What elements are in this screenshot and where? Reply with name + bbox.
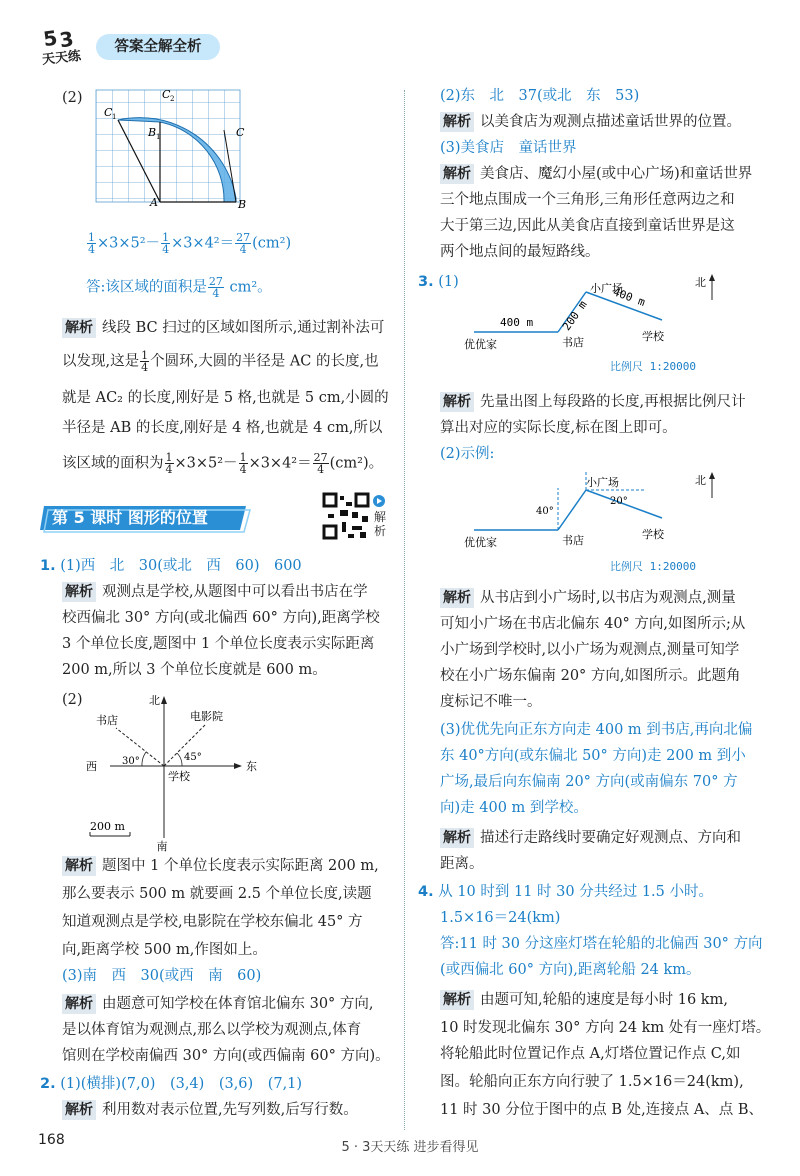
explanation-line: 解析 线段 BC 扫过的区域如图所示,通过割补法可 [62,318,384,338]
grid-figure-annulus [96,86,256,211]
compass-diagram [82,692,257,853]
explanation-line: 知道观测点是学校,电影院在学校东偏北 45° 方 [62,914,363,930]
label-school: 学校 [642,330,664,343]
scale-label: 比例尺 1:20000 [610,560,696,573]
answer-line: 1.5×16＝24(km) [440,910,561,926]
qr-code-icon[interactable] [322,492,370,540]
explanation-line: 解析 利用数对表示位置,先写列数,后写行数。 [62,1100,358,1120]
label-south: 南 [156,840,168,853]
logo-icon [40,22,96,66]
explanation-line: 解析 由题可知,轮船的速度是每小时 16 km, [440,990,728,1010]
label-C1: C [104,106,113,119]
answer-line: (2)东 北 37(或北 东 53) [440,88,640,104]
explanation-line: 解析 描述行走路线时要确定好观测点、方向和 [440,828,741,848]
label-home: 优优家 [464,536,497,549]
question-4: 4. 从 10 时到 11 时 30 分共经过 1.5 小时。 [418,884,714,900]
answer-line: (或西偏北 60° 方向),距离轮船 24 km。 [440,962,701,978]
page-number: 168 [38,1132,65,1148]
label-C2: C [162,88,171,101]
scale-label: 200 m [90,820,125,833]
explanation-line: 3 个单位长度,题图中 1 个单位长度表示实际距离 [62,636,375,652]
explanation-line: 两个地点间的最短路线。 [440,244,600,260]
scale-label: 比例尺 1:20000 [610,360,696,373]
header-title: 答案全解全析 [96,34,220,60]
svg-text:5: 5 [41,25,59,52]
question-3: 3. (1) [418,274,459,290]
explanation-line: 小广场到学校时,以小广场为观测点,测量可知学 [440,642,740,658]
answer-line: (3)南 西 30(或西 南 60) [62,968,262,984]
explanation-line: 就是 AC₂ 的长度,刚好是 5 格,也就是 5 cm,小圆的 [62,390,389,406]
explanation-line: 是以体育馆为观测点,那么以学校为观测点,体育 [62,1022,362,1038]
answer-line: 东 40°方向(或东偏北 50° 方向)走 200 m 到小 [440,748,746,764]
label-angle-40: 40° [536,506,554,517]
explanation-line: 该区域的面积为 $\frac{1}{4}$ ×3×5²－ $\frac{1}{4}$ ×3×4²＝ $\frac{27}{4}$ (cm²)。 [62,451,384,476]
label-school: 学校 [642,528,664,541]
play-icon [372,494,386,508]
explanation-line: 可知小广场在书店北偏东 40° 方向,如图所示;从 [440,616,746,632]
distance-3: 400 m [611,285,647,309]
route-map-1 [450,270,750,380]
label-school: 学校 [168,770,190,783]
explanation-line: 半径是 AB 的长度,刚好是 4 格,也就是 4 cm,所以 [62,420,383,436]
label-cinema: 电影院 [190,710,223,723]
question-2-answer: 2. (1)(横排)(7,0) (3,4) (3,6) (7,1) [40,1076,303,1092]
explanation-line: 解析 观测点是学校,从题图中可以看出书店在学 [62,582,368,602]
explanation-line: 那么要表示 500 m 就要画 2.5 个单位长度,读题 [62,886,372,902]
explanation-line: 解析 美食店、魔幻小屋(或中心广场)和童话世界 [440,164,752,184]
label-B1-sub: 1 [156,133,161,141]
explanation-line: 以发现,这是 $\frac{1}{4}$ 个圆环,大圆的半径是 AC 的长度,也 [62,349,379,374]
label-east: 东 [246,760,257,773]
explanation-line: 向,距离学校 500 m,作图如上。 [62,942,267,958]
question-1-answer: 1. (1)西 北 30(或北 西 60) 600 [40,558,302,574]
explanation-line: 11 时 30 分位于图中的点 B 处,连接点 A、点 B、 [440,1102,764,1118]
explanation-line: 图。轮船向正东方向行驶了 1.5×16＝24(km), [440,1074,744,1090]
label-B1: B [148,126,157,139]
label-angle-30: 30° [122,756,140,767]
answer-area: 答:该区域的面积是 $\frac{27}{4}$ cm²。 [86,275,272,300]
svg-text:3: 3 [58,26,76,53]
answer-line: 广场,最后向东偏南 20° 方向(或南偏东 70° 方 [440,774,738,790]
explanation-line: 馆则在学校南偏西 30° 方向(或西偏南 60° 方向)。 [62,1048,390,1064]
answer-line: 向)走 400 m 到学校。 [440,800,588,816]
explanation-line: 将轮船此时位置记作点 A,灯塔位置记作点 C,如 [440,1046,741,1062]
explanation-line: 度标记不唯一。 [440,694,542,710]
answer-line: (3)优优先向正东方向走 400 m 到书店,再向北偏 [440,722,753,738]
part-label: (2)示例: [440,446,495,462]
label-north: 北 [695,276,706,289]
label-B: B [238,198,247,211]
label-angle-45: 45° [184,752,202,763]
explanation-line: 大于第三边,因此从美食店直接到童话世界是这 [440,218,735,234]
distance-2: 200 m [559,298,590,333]
explanation-line: 200 m,所以 3 个单位长度就是 600 m。 [62,662,327,678]
explanation-line: 解析 题图中 1 个单位长度表示实际距离 200 m, [62,856,379,876]
column-divider [404,90,405,1130]
label-plaza: 小广场 [590,282,623,295]
label-west: 西 [86,760,97,773]
explanation-line: 距离。 [440,856,484,872]
route-map-2 [450,464,750,576]
explanation-line: 校在小广场东偏南 20° 方向,如图所示。此题角 [440,668,741,684]
explanation-line: 校西偏北 30° 方向(或北偏西 60° 方向),距离学校 [62,610,380,626]
label-plaza: 小广场 [586,476,619,489]
section-title: 第 5 课时 图形的位置 [52,508,208,527]
label-store: 书店 [562,534,584,547]
label-north: 北 [149,694,160,707]
part-label: (2) [62,90,83,106]
label-A: A [150,196,158,209]
label-bookstore: 书店 [96,714,118,727]
qr-label: 解析 [374,510,387,538]
label-C2-sub: 2 [170,95,175,103]
answer-line: (3)美食店 童话世界 [440,140,577,156]
label-home: 优优家 [464,338,497,351]
label-C: C [236,126,245,139]
explanation-line: 解析 从书店到小广场时,以书店为观测点,测量 [440,588,736,608]
label-north: 北 [695,474,706,487]
explanation-line: 解析 先量出图上每段路的长度,再根据比例尺计 [440,392,746,412]
distance-1: 400 m [500,316,534,329]
footer-slogan: 5 · 3天天练 进步看得见 [341,1140,479,1155]
explanation-line: 三个地点围成一个三角形,三角形任意两边之和 [440,192,735,208]
answer-line: 答:11 时 30 分这座灯塔在轮船的北偏西 30° 方向 [440,936,763,952]
label-C1-sub: 1 [112,113,117,121]
svg-text:天天练: 天天练 [41,48,82,68]
label-store: 书店 [562,336,584,349]
formula-area: $\frac{1}{4}$ ×3×5²－ $\frac{1}{4}$ ×3×4²＝ $\frac{27}{4}$ (cm²) [88,231,292,256]
explanation-line: 10 时发现北偏东 30° 方向 24 km 处有一座灯塔。 [440,1020,771,1036]
explanation-line: 算出对应的实际长度,标在图上即可。 [440,420,677,436]
part-label: (2) [62,692,83,708]
label-angle-20: 20° [610,496,628,507]
explanation-line: 解析 以美食店为观测点描述童话世界的位置。 [440,112,741,132]
explanation-line: 解析 由题意可知学校在体育馆北偏东 30° 方向, [62,994,374,1014]
